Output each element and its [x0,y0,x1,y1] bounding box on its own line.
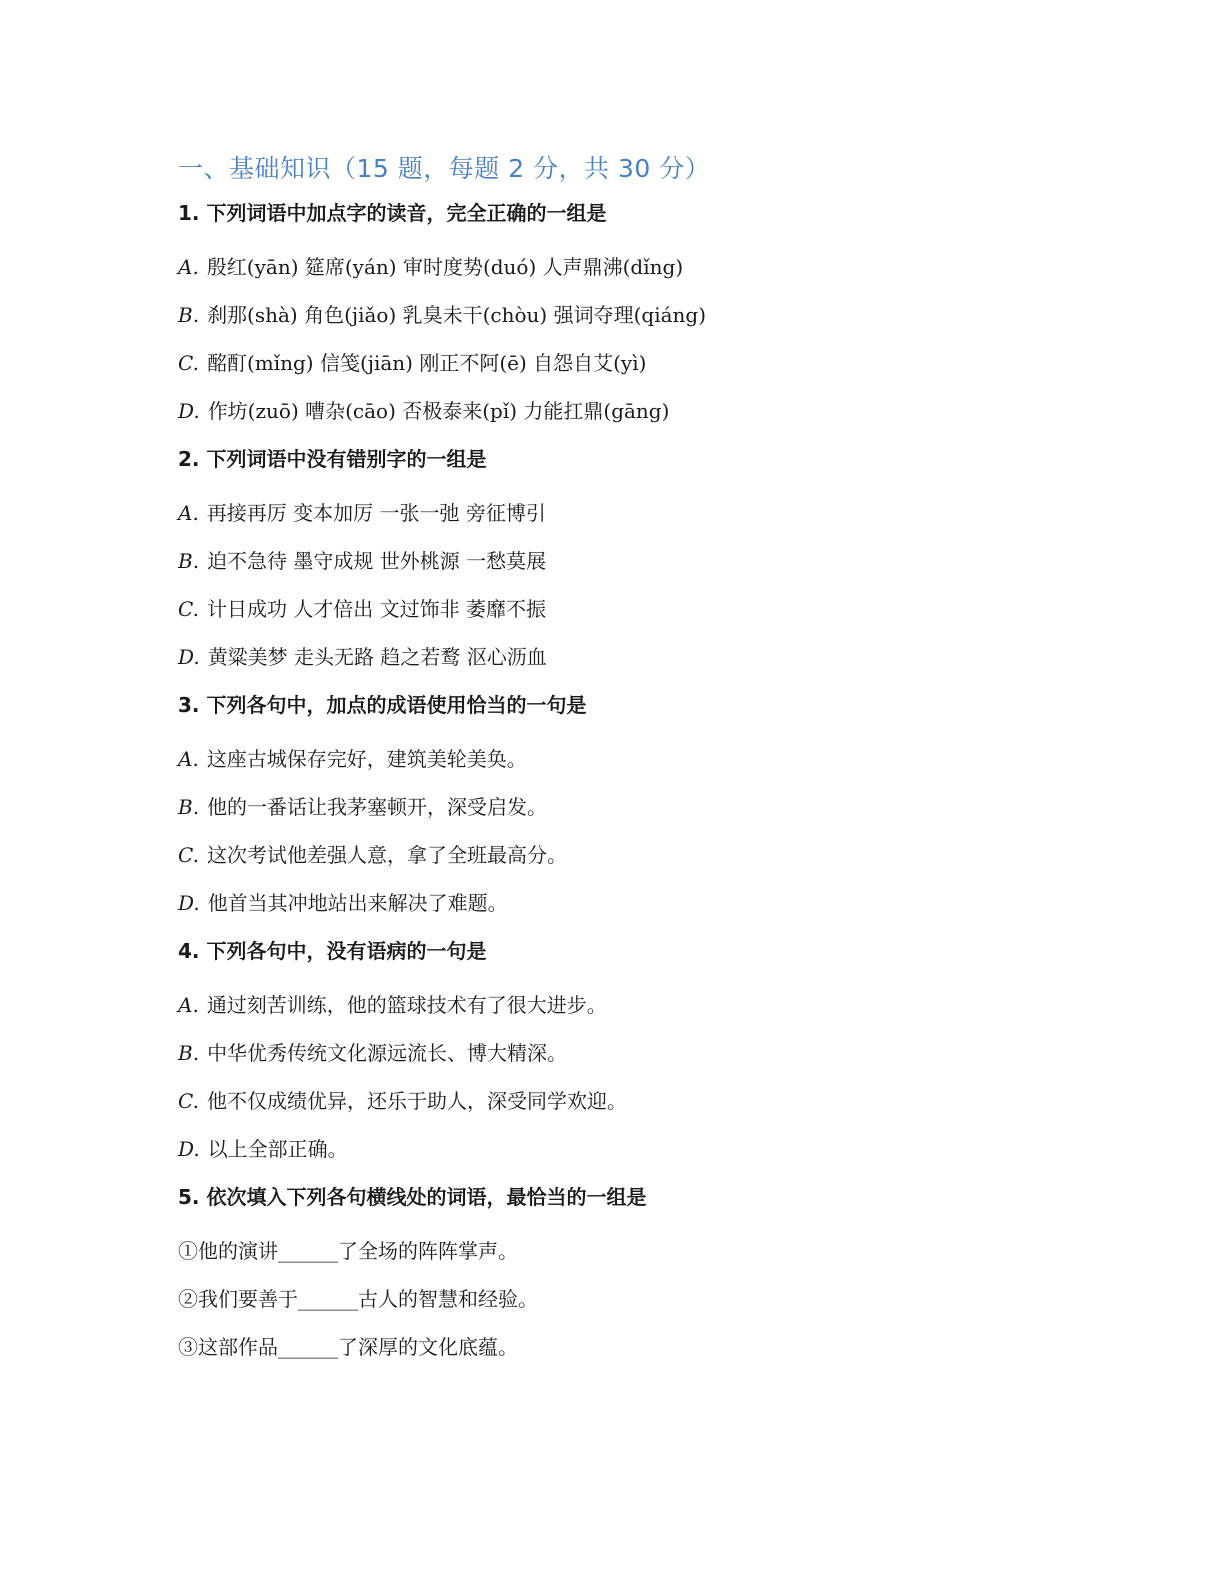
option-text: 通过刻苦训练，他的篮球技术有了很大进步。 [206,993,607,1017]
question-3 [178,690,1078,918]
fill-blank-sentence: ②我们要善于______古人的智慧和经验。 [178,1287,538,1311]
option-text: 迫不急待 墨守成规 世外桃源 一愁莫展 [207,549,547,573]
exam-page [178,148,1078,1380]
option-letter: B. [178,1041,200,1065]
option-text: 再接再厉 变本加厉 一张一弛 旁征博引 [206,501,546,525]
option-text: 计日成功 人才倍出 文过饰非 萎靡不振 [206,597,547,621]
option-text: 黄粱美梦 走头无路 趋之若鹜 沤心沥血 [207,645,547,669]
question-5 [178,1182,1078,1362]
option-letter: B. [178,795,200,819]
option-letter: C. [178,597,199,621]
option-text: 作坊(zuō) 嘈杂(cāo) 否极泰来(pǐ) 力能扛鼎(gāng) [207,399,670,423]
option-text: 以上全部正确。 [207,1137,348,1161]
option-letter: A. [178,747,199,771]
option-text: 刹那(shà) 角色(jiǎo) 乳臭未干(chòu) 强词夺理(qiáng) [207,303,706,327]
option-letter: D. [178,645,200,669]
option-a [178,744,1078,774]
option-c [178,348,1078,378]
option-letter: D. [178,891,200,915]
option-d [178,888,1078,918]
option-text: 这次考试他差强人意，拿了全班最高分。 [206,843,567,867]
option-c [178,1086,1078,1116]
option-letter: B. [178,303,200,327]
option-text: 他不仅成绩优异，还乐于助人，深受同学欢迎。 [206,1089,627,1113]
option-text: 他的一番话让我茅塞顿开，深受启发。 [207,795,548,819]
question-4 [178,936,1078,1164]
option-b [178,300,1078,330]
option-b [178,792,1078,822]
option-text: 中华优秀传统文化源远流长、博大精深。 [207,1041,568,1065]
option-c [178,840,1078,870]
option-letter: C. [178,351,199,375]
option-text: 酩酊(mǐng) 信笺(jiān) 刚正不阿(ē) 自怨自艾(yì) [206,351,647,375]
option-b [178,1038,1078,1068]
option-letter: C. [178,1089,199,1113]
question-stem: 2. 下列词语中没有错别字的一组是 [178,447,487,471]
option-letter: D. [178,399,200,423]
option-text: 殷红(yān) 筵席(yán) 审时度势(duó) 人声鼎沸(dǐng) [206,255,684,279]
question-stem: 5. 依次填入下列各句横线处的词语，最恰当的一组是 [178,1185,647,1209]
option-a [178,990,1078,1020]
option-letter: D. [178,1137,200,1161]
option-b [178,546,1078,576]
option-text: 这座古城保存完好，建筑美轮美奂。 [206,747,527,771]
option-letter: C. [178,843,199,867]
option-d [178,1134,1078,1164]
option-letter: A. [178,501,199,525]
option-a [178,252,1078,282]
option-d [178,642,1078,672]
question-1 [178,198,1078,426]
option-d [178,396,1078,426]
option-text: 他首当其冲地站出来解决了难题。 [207,891,508,915]
option-a [178,498,1078,528]
question-stem: 3. 下列各句中，加点的成语使用恰当的一句是 [178,693,587,717]
option-c [178,594,1078,624]
question-stem: 1. 下列词语中加点字的读音，完全正确的一组是 [178,201,607,225]
option-letter: A. [178,993,199,1017]
question-2 [178,444,1078,672]
option-letter: A. [178,255,199,279]
option-letter: B. [178,549,200,573]
section-title: 一、基础知识（15 题，每题 2 分，共 30 分） [178,154,711,183]
fill-blank-sentence: ①他的演讲______了全场的阵阵掌声。 [178,1239,518,1263]
fill-blank-sentence: ③这部作品______了深厚的文化底蕴。 [178,1335,518,1359]
question-stem: 4. 下列各句中，没有语病的一句是 [178,939,487,963]
